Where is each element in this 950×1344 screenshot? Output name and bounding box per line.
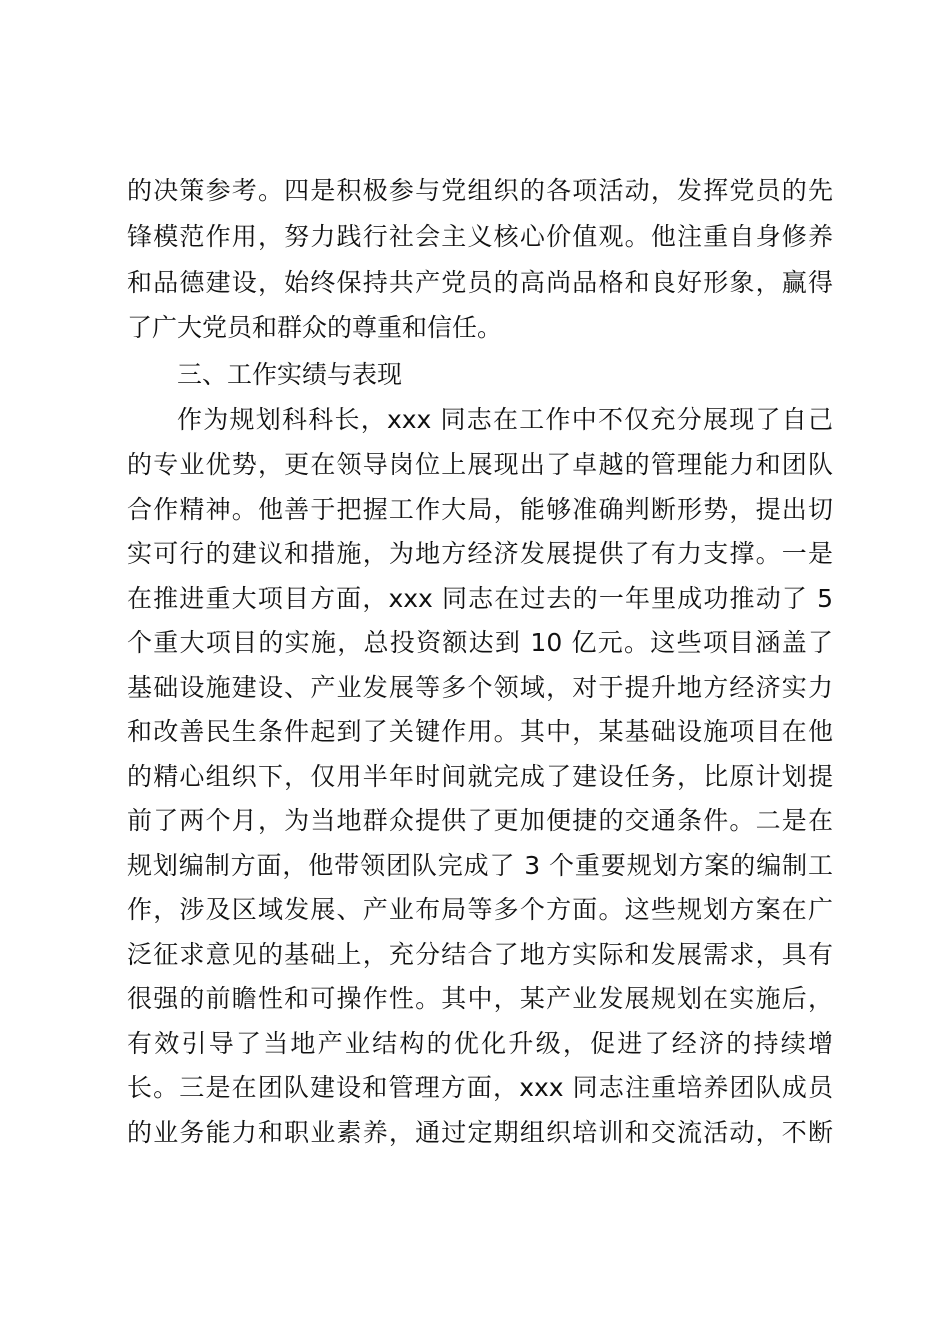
paragraph-line: 很强的前瞻性和可操作性。其中，某产业发展规划在实施后， bbox=[127, 984, 833, 1013]
paragraph-line: 的决策参考。四是积极参与党组织的各项活动，发挥党员的先 bbox=[127, 176, 833, 205]
paragraph-line: 基础设施建设、产业发展等多个领域，对于提升地方经济实力 bbox=[127, 673, 833, 702]
section-heading: 三、工作实绩与表现 bbox=[177, 360, 403, 389]
paragraph-line: 规划编制方面，他带领团队完成了 3 个重要规划方案的编制工 bbox=[127, 851, 833, 880]
paragraph-line: 作，涉及区域发展、产业布局等多个方面。这些规划方案在广 bbox=[127, 895, 833, 924]
paragraph-line: 前了两个月，为当地群众提供了更加便捷的交通条件。二是在 bbox=[127, 806, 833, 835]
paragraph-line: 合作精神。他善于把握工作大局，能够准确判断形势，提出切 bbox=[127, 495, 833, 524]
paragraph-line: 个重大项目的实施，总投资额达到 10 亿元。这些项目涵盖了 bbox=[127, 628, 833, 657]
paragraph-line: 和品德建设，始终保持共产党员的高尚品格和良好形象，赢得 bbox=[127, 268, 833, 297]
paragraph-line: 的业务能力和职业素养，通过定期组织培训和交流活动，不断 bbox=[127, 1118, 833, 1147]
paragraph-line: 在推进重大项目方面，xxx 同志在过去的一年里成功推动了 5 bbox=[127, 584, 833, 613]
paragraph-line: 泛征求意见的基础上，充分结合了地方实际和发展需求，具有 bbox=[127, 940, 833, 969]
paragraph-line: 和改善民生条件起到了关键作用。其中，某基础设施项目在他 bbox=[127, 717, 833, 746]
paragraph-line: 有效引导了当地产业结构的优化升级，促进了经济的持续增 bbox=[127, 1029, 833, 1058]
paragraph-line: 的精心组织下，仅用半年时间就完成了建设任务，比原计划提 bbox=[127, 762, 833, 791]
paragraph-line: 作为规划科科长，xxx 同志在工作中不仅充分展现了自己 bbox=[177, 405, 833, 434]
paragraph-line: 了广大党员和群众的尊重和信任。 bbox=[127, 313, 503, 342]
paragraph-line: 长。三是在团队建设和管理方面，xxx 同志注重培养团队成员 bbox=[127, 1073, 833, 1102]
paragraph-line: 的专业优势，更在领导岗位上展现出了卓越的管理能力和团队 bbox=[127, 450, 833, 479]
paragraph-line: 实可行的建议和措施，为地方经济发展提供了有力支撑。一是 bbox=[127, 539, 833, 568]
paragraph-line: 锋模范作用，努力践行社会主义核心价值观。他注重自身修养 bbox=[127, 222, 833, 251]
